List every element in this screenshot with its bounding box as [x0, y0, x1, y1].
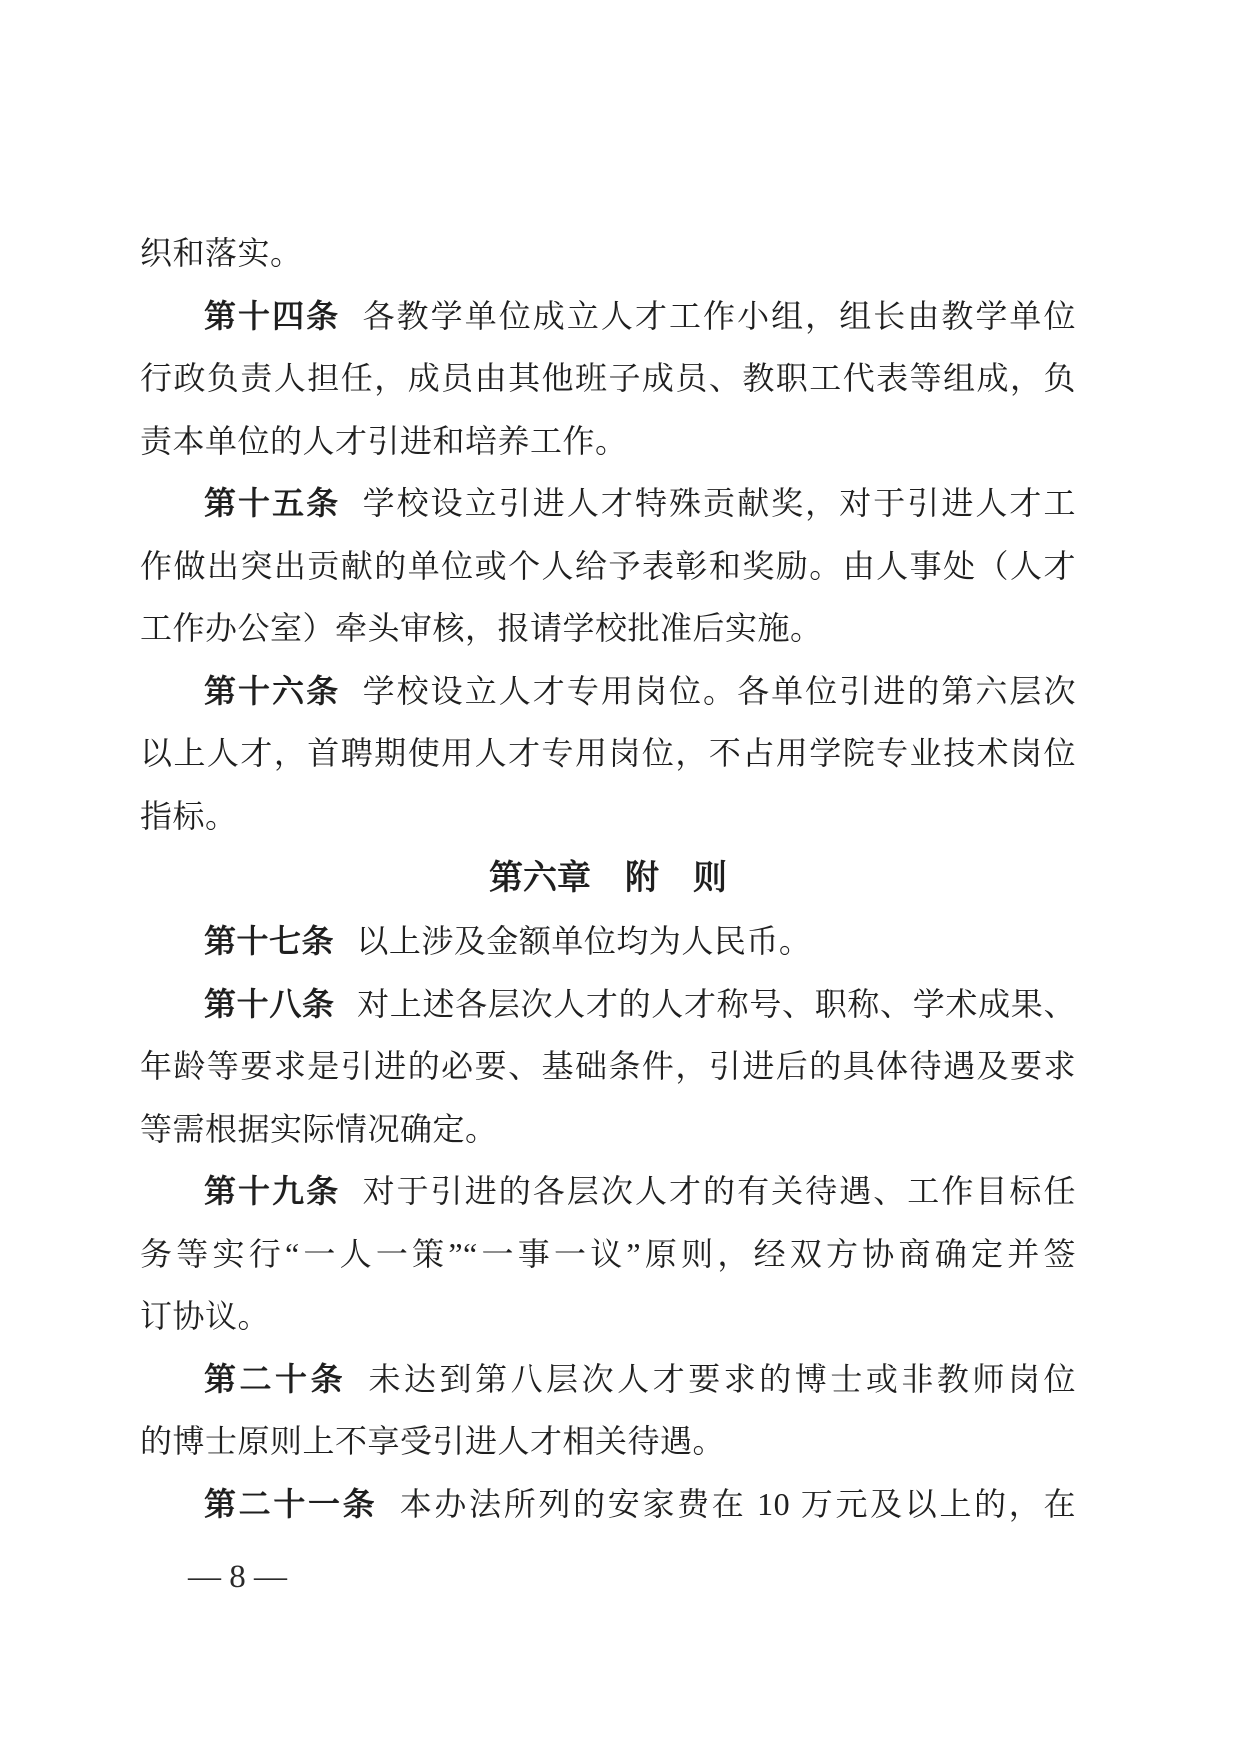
document-line — [140, 347, 1076, 410]
document-line — [140, 597, 1076, 660]
article-number-label: 第十七条 — [204, 923, 335, 960]
line-text: 以上人才，首聘期使用人才专用岗位，不占用学院专业技术岗位 — [140, 735, 1076, 772]
document-line — [140, 472, 1076, 535]
document-line — [140, 1160, 1076, 1223]
line-text: 的博士原则上不享受引进人才相关待遇。 — [140, 1423, 726, 1460]
document-line — [140, 1410, 1076, 1473]
document-line — [140, 285, 1076, 348]
document-line — [140, 222, 1076, 285]
line-text: 指标。 — [140, 797, 238, 834]
document-line — [140, 1035, 1076, 1098]
line-text: 订协议。 — [140, 1298, 271, 1335]
line-text: 织和落实。 — [140, 235, 303, 271]
document-line — [140, 535, 1076, 598]
line-text: 责本单位的人才引进和培养工作。 — [140, 422, 628, 459]
article-number-label: 第十九条 — [204, 1173, 341, 1210]
line-text: 各教学单位成立人才工作小组，组长由教学单位 — [362, 297, 1076, 334]
line-text: 以上涉及金额单位均为人民币。 — [356, 923, 812, 960]
line-text: 对上述各层次人才的人才称号、职称、学术成果、 — [357, 985, 1076, 1022]
line-text: 作做出突出贡献的单位或个人给予表彰和奖励。由人事处（人才 — [140, 547, 1076, 584]
line-text: 等需根据实际情况确定。 — [140, 1110, 498, 1147]
document-line — [140, 910, 1076, 973]
article-number-label: 第十八条 — [204, 985, 335, 1022]
chapter-heading: 第六章 附 则 — [489, 859, 727, 898]
document-line — [140, 722, 1076, 785]
document-line — [140, 973, 1076, 1036]
line-text: 工作办公室）牵头审核，报请学校批准后实施。 — [140, 610, 823, 647]
article-number-label: 第二十一条 — [204, 1485, 378, 1522]
line-text: 本办法所列的安家费在 10 万元及以上的，在 — [399, 1485, 1076, 1522]
document-line — [140, 1223, 1076, 1286]
document-body — [140, 222, 1076, 1535]
document-line — [140, 1285, 1076, 1348]
article-number-label: 第十四条 — [204, 297, 341, 334]
line-text: 务等实行“一人一策”“一事一议”原则，经双方协商确定并签 — [140, 1235, 1076, 1272]
page-number: — 8 — — [188, 1559, 287, 1595]
article-number-label: 第十五条 — [204, 485, 341, 522]
line-text: 对于引进的各层次人才的有关待遇、工作目标任 — [362, 1173, 1076, 1210]
article-number-label: 第十六条 — [204, 672, 341, 709]
document-line — [140, 1098, 1076, 1161]
line-text: 年龄等要求是引进的必要、基础条件，引进后的具体待遇及要求 — [140, 1048, 1076, 1085]
line-text: 行政负责人担任，成员由其他班子成员、教职工代表等组成，负 — [140, 360, 1076, 397]
document-line — [140, 660, 1076, 723]
document-line — [140, 1473, 1076, 1536]
line-text: 未达到第八层次人才要求的博士或非教师岗位 — [368, 1360, 1076, 1397]
document-line — [140, 1348, 1076, 1411]
line-text: 学校设立引进人才特殊贡献奖，对于引进人才工 — [362, 485, 1076, 522]
line-text: 学校设立人才专用岗位。各单位引进的第六层次 — [362, 672, 1076, 709]
document-line — [140, 410, 1076, 473]
article-number-label: 第二十条 — [204, 1360, 347, 1397]
document-line — [140, 785, 1076, 848]
